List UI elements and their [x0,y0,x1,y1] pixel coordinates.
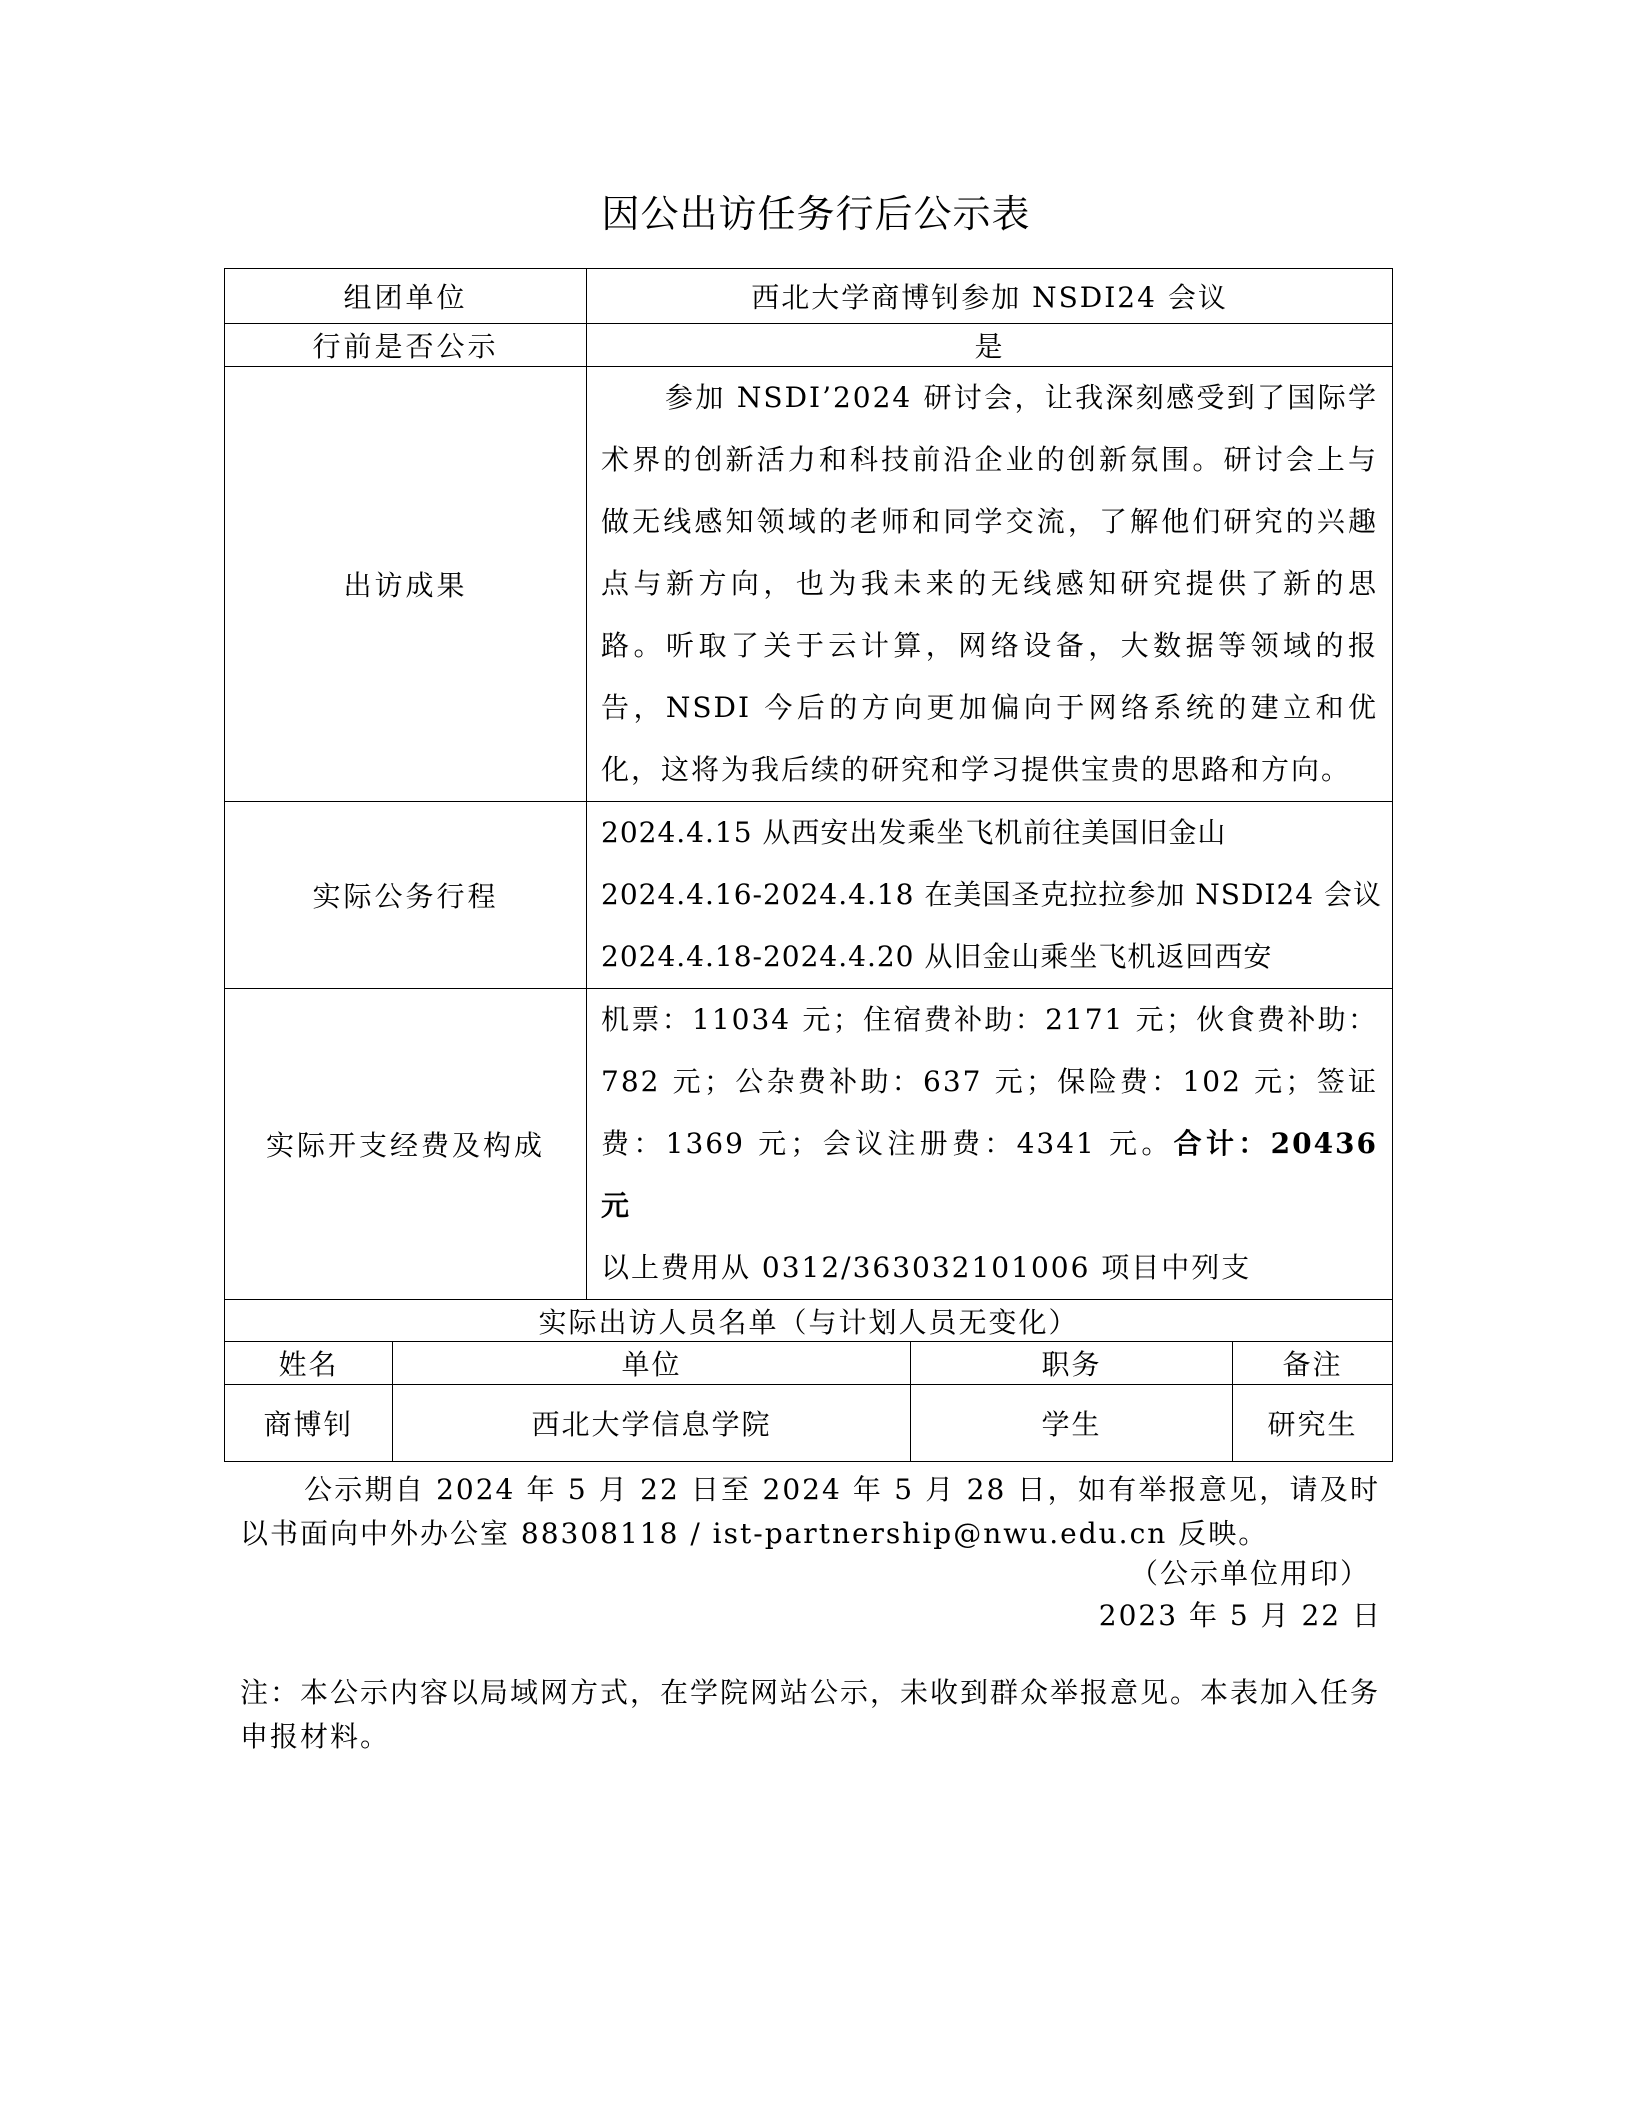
page-title: 因公出访任务行后公示表 [601,192,1031,236]
member-name: 商博钊 [225,1385,393,1462]
prepub-value: 是 [587,324,1393,367]
result-label: 出访成果 [225,367,587,802]
prepub-label: 行前是否公示 [225,324,587,367]
seal-note: （公示单位用印） [1129,1557,1370,1590]
col-header-remark: 备注 [1233,1342,1393,1385]
group-value: 西北大学商博钊参加 NSDI24 会议 [587,269,1393,324]
disclosure-table [224,268,1393,1462]
expense-cell [587,989,1393,1300]
expense-total: 合计：20436 元 [601,1127,1379,1222]
member-remark: 研究生 [1233,1385,1393,1462]
prepub-row [225,324,1393,367]
col-header-unit: 单位 [393,1342,911,1385]
members-header-row [225,1342,1393,1385]
result-text: 参加 NSDI’2024 研讨会，让我深刻感受到了国际学术界的创新活力和科技前沿企业的创新氛围。研讨会上与做无线感知领域的老师和同学交流，了解他们研究的兴趣点与新方向，也为我未来的无线感知研究提供了新的思路。听取了关于云计算，网络设备，大数据等领域的报告，NSDI 今后的方向更加偏向于网络系统的建立和优化，这将为我后续的研究和学习提供宝贵的思路和方向。 [587,367,1393,802]
group-row [225,269,1393,324]
expense-text: 机票：11034 元；住宿费补助：2171 元；伙食费补助：782 元；公杂费补助：637 元；保险费：102 元；签证费：1369 元；会议注册费：4341 元。 [601,1003,1379,1160]
expense-label: 实际开支经费及构成 [225,989,587,1300]
notice-paragraph: 公示期自 2024 年 5 月 22 日至 2024 年 5 月 28 日，如有举报意见，请及时以书面向中外办公室 88308118 / ist-partnership@nwu.edu.cn 反映。 [240,1473,1380,1550]
itinerary-list [587,802,1393,989]
member-unit: 西北大学信息学院 [393,1385,911,1462]
signature-date: 2023 年 5 月 22 日 [1098,1599,1382,1632]
itinerary-item: 2024.4.18-2024.4.20 从旧金山乘坐飞机返回西安 [601,940,1273,973]
members-heading: 实际出访人员名单（与计划人员无变化） [225,1300,1393,1342]
col-header-position: 职务 [911,1342,1233,1385]
members-heading-row [225,1300,1393,1342]
expense-source: 以上费用从 0312/363032101006 项目中列支 [601,1251,1252,1284]
footnote: 注：本公示内容以局域网方式，在学院网站公示，未收到群众举报意见。本表加入任务申报材料。 [240,1676,1381,1753]
group-label: 组团单位 [225,269,587,324]
itinerary-label: 实际公务行程 [225,802,587,989]
expense-row [225,989,1393,1300]
result-row [225,367,1393,802]
itinerary-item: 2024.4.16-2024.4.18 在美国圣克拉拉参加 NSDI24 会议 [601,878,1383,911]
member-row [225,1385,1393,1462]
itinerary-row [225,802,1393,989]
itinerary-item: 2024.4.15 从西安出发乘坐飞机前往美国旧金山 [601,816,1227,849]
member-position: 学生 [911,1385,1233,1462]
col-header-name: 姓名 [225,1342,393,1385]
